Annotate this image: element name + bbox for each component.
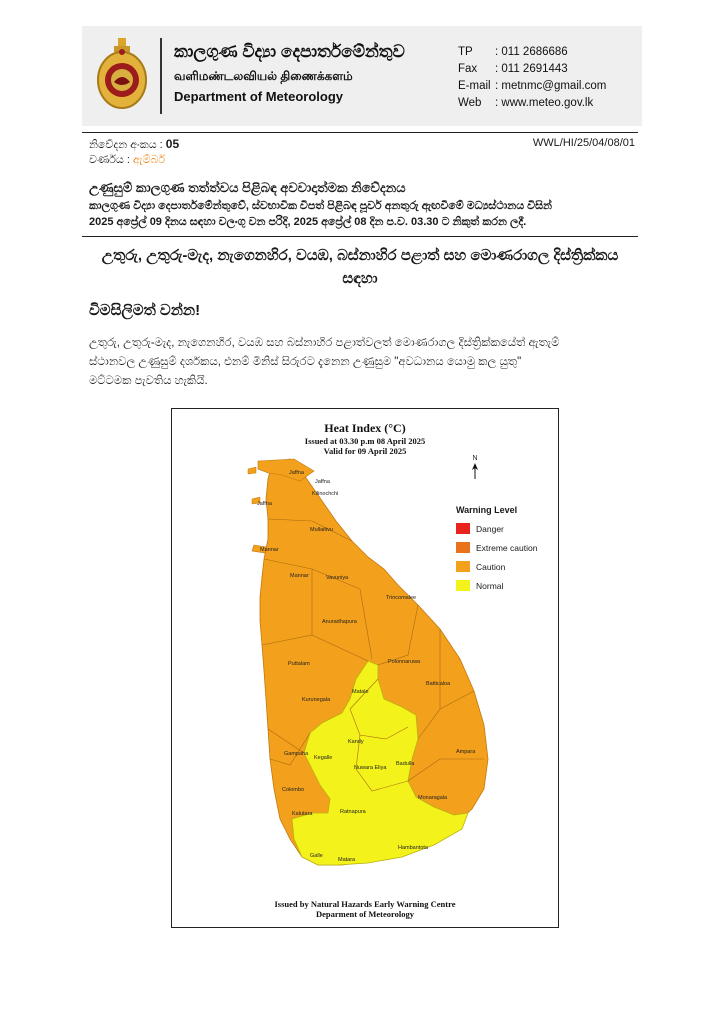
header-divider [160,38,162,114]
district-label: Monaragala [418,795,448,801]
district-label: Nuwara Eliya [354,765,387,771]
category [89,154,165,167]
district-label: Matale [352,689,369,695]
districts-line: සඳහා [342,270,378,287]
contact-value: : 011 2691443 [495,63,568,75]
district-label: Mannar [260,547,279,553]
district-label: Jaffna [257,501,272,507]
heat-index-map [171,408,559,928]
sri-lanka-emblem-icon [96,38,148,110]
district-label: Colombo [282,787,305,793]
alert-heading: විමසිලිමත් වන්න! [89,302,201,319]
district-label: Ratnapura [340,809,366,815]
legend-swatch [456,542,470,553]
org-name-sinhala: කාලගුණ විද්‍යා දෙපාර්තමේන්තුව [174,42,405,61]
district-label: Kurunegala [302,697,331,703]
map-issued: Issued at 03.30 p.m 08 April 2025 [304,436,426,446]
contact-key: Web [458,97,482,109]
subtitle-line: කාලගුණ විද්‍යා දෙපාර්තමේන්තුවේ, ස්වභාවික විපත් පිළිබඳ පූර්ව අනතුරු ඇඟවීමේ මධ්‍යස්ථානය විසින් [89,200,552,212]
legend-label: Caution [476,561,506,572]
district-label: Ampara [456,749,476,755]
legend-label: Normal [476,580,504,591]
district-label: Polonnaruwa [388,659,421,665]
district-label: Puttalam [288,661,310,667]
districts-heading [82,244,638,290]
districts-line: උතුරු, උතුරු-මැද, නැගෙනහිර, වයඹ, බස්නාහිර පළාත් සහ මොණරාගල දිස්ත්‍රික්කය [101,247,619,264]
body-line: උතුරු, උතුරු-මැද, නැගෙනහිර, වයඹ සහ බස්නාහිර පළාත්වලත් මොණරාගල දිස්ත්‍රික්කයේත් ඇතැම් [89,337,560,349]
legend-item [456,580,537,591]
body-line: ස්ථානවල උණුසුම් දර්ශකය, එනම් මිනිස් සිරුරට දැනෙන උණුසුම "අවධානය යොමු කල යුතු" [89,356,522,368]
legend-swatch [456,523,470,534]
legend-swatch [456,561,470,572]
legend-item [456,523,537,534]
district-label: Kandy [348,739,364,745]
district-label: Jaffna [289,470,304,476]
map-valid: Valid for 09 April 2025 [323,446,407,456]
map-title: Heat Index (°C) [324,421,406,435]
org-name-tamil: வளிமண்டலவியல் திணைக்களம் [174,69,353,83]
contact-key: Fax [458,63,478,75]
district-label: Mannar [290,573,309,579]
district-label: Galle [310,853,323,859]
district-label: Kegalle [314,755,333,761]
district-label: Kalutara [292,811,313,817]
district-label: Jaffna [315,479,330,485]
category-value: ඇම්බර් [133,154,165,166]
top-rule [82,132,638,133]
notice-subtitle [89,198,649,230]
category-label: වර්ණය : [89,154,130,166]
north-label: N [472,455,478,462]
legend-label: Extreme caution [476,542,538,553]
contact-value: : www.meteo.gov.lk [495,97,594,109]
map-footer-line2: Deparment of Meteorology [315,909,415,919]
notice-title: උණුසුම් කාලගුණ තත්ත්වය පිළිබඳ අවවාදාත්මක නිවේදනය [89,180,406,195]
district-label: Badulla [396,761,415,767]
district-label: Hambantota [398,845,428,851]
contact-block [458,44,606,112]
notice-number-label: නිවේදන අංකය : [89,139,163,151]
district-label: Kilinochchi [312,491,339,497]
legend-title: Warning Level [456,505,518,515]
arrow-up-icon [470,462,480,480]
map-footer-line1: Issued by Natural Hazards Early Warning Centre [274,899,456,909]
notice-body [89,334,641,391]
legend-item [456,561,537,572]
contact-key: E-mail [458,80,491,92]
notice-number [89,137,179,152]
contact-value: : metnmc@gmail.com [495,80,607,92]
jaffna-islets [248,467,260,504]
district-label: Gampaha [284,751,309,757]
contact-value: : 011 2686686 [495,46,568,58]
district-label: Trincomalee [386,595,417,601]
legend-swatch [456,580,470,591]
district-label: Batticaloa [426,681,451,687]
district-label: Matara [338,857,356,863]
north-arrow-icon [470,455,480,485]
district-label: Mullaitivu [310,527,333,533]
org-name-english: Department of Meteorology [174,89,344,104]
section-rule [82,236,638,237]
sri-lanka-map [172,409,558,927]
legend-label: Danger [476,523,504,534]
subtitle-line: 2025 අප්‍රේල් 09 දිනය සඳහා වලංගු වන පරිදි, 2025 අප්‍රේල් 08 දින ප.ව. 03.30 ට නිකුත් කරන ලදී. [89,216,527,228]
letterhead [82,26,642,126]
legend-item [456,542,537,553]
district-label: Vavuniya [326,575,349,581]
map-legend [456,505,537,599]
body-line: මට්ටමක පැවතිය හැකියි. [89,375,208,387]
district-label: Anuradhapura [322,619,357,625]
reference-code: WWL/HI/25/04/08/01 [532,137,635,149]
contact-key: TP [458,46,473,58]
notice-number-value: 05 [165,137,180,151]
